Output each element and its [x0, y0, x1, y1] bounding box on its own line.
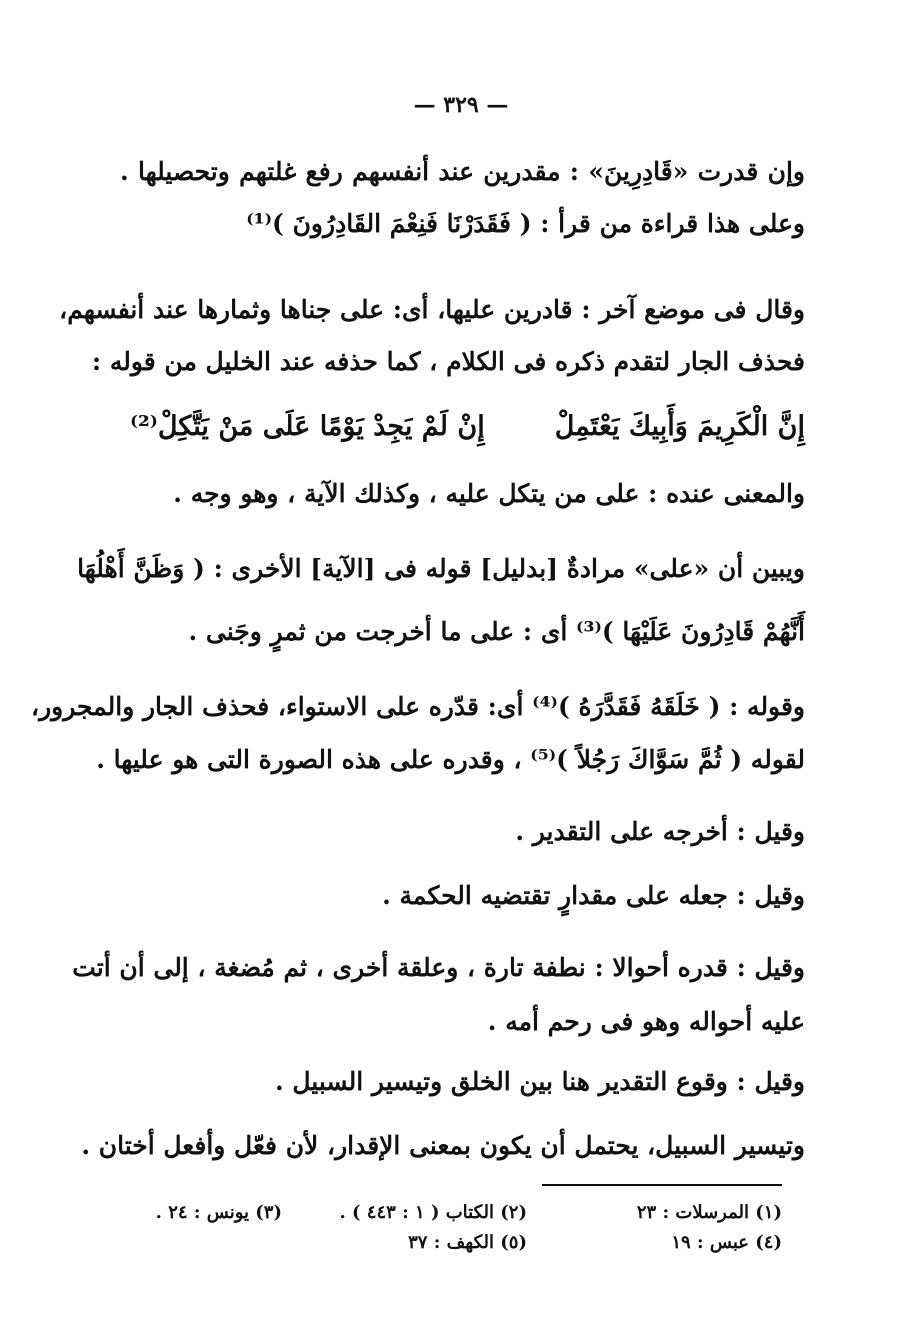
- footnote-divider: [542, 1184, 782, 1186]
- text-line-9: لقوله ( ثُمَّ سَوَّاكَ رَجُلاً )⁽⁵⁾ ، وقدره على هذه الصورة التى هو عليها .: [96, 745, 805, 774]
- text-line-7: أَنَّهُمْ قَادِرُونَ عَلَيْهَا )⁽³⁾ أى : على ما أخرجت من ثمرٍ وجَنى .: [188, 617, 805, 646]
- poetry-verse: [130, 405, 805, 449]
- text-line-10: وقيل : أخرجه على التقدير .: [515, 817, 805, 846]
- text-line-3: وقال فى موضع آخر : قادرين عليها، أى: على جناها وثمارها عند أنفسهم،: [59, 295, 805, 324]
- verse-hemistich-1: إِنَّ الْكَرِيمَ وَأَبِيكَ يَعْتَمِلْ: [554, 411, 805, 442]
- text-line-8: وقوله : ( خَلَقَهُ فَقَدَّرَهُ )⁽⁴⁾ أى: قدّره على الاستواء، فحذف الجار والمجرور،: [31, 692, 805, 721]
- text-line-5: والمعنى عنده : على من يتكل عليه ، وكذلك الآية ، وهو وجه .: [173, 479, 805, 508]
- text-line-11: وقيل : جعله على مقدارٍ تقتضيه الحكمة .: [382, 881, 805, 910]
- text-line-1: وإن قدرت «قَادِرِينَ» : مقدرين عند أنفسهم رفع غلتهم وتحصيلها .: [120, 157, 805, 186]
- footnote-1: (١) المرسلات : ٢٣: [636, 1202, 782, 1223]
- text-line-12: وقيل : قدره أحوالا : نطفة تارة ، وعلقة أخرى ، ثم مُضغة ، إلى أن أتت: [72, 953, 805, 982]
- verse-hemistich-2: إِنْ لَمْ يَجِدْ يَوْمًا عَلَى مَنْ يَتَّكِلْ⁽²⁾: [130, 411, 485, 442]
- text-line-15: وتيسير السبيل، يحتمل أن يكون بمعنى الإقدار، لأن فعّل وأفعل أختان .: [81, 1131, 805, 1160]
- text-line-2: وعلى هذا قراءة من قرأ : ( فَقَدَرْنَا فَنِعْمَ القَادِرُونَ )⁽¹⁾: [246, 209, 805, 238]
- page-number: — ٣٢٩ —: [413, 92, 509, 118]
- text-line-14: وقيل : وقوع التقدير هنا بين الخلق وتيسير السبيل .: [274, 1067, 805, 1096]
- text-line-4: فحذف الجار لتقدم ذكره فى الكلام ، كما حذفه عند الخليل من قوله :: [91, 347, 805, 376]
- footnote-4: (٤) عبس : ١٩: [671, 1232, 782, 1253]
- footnote-3: (٣) يونس : ٢٤ .: [155, 1202, 282, 1223]
- footnote-2: (٢) الكتاب ( ١ : ٤٤٣ ) .: [339, 1202, 527, 1223]
- text-line-13: عليه أحواله وهو فى رحم أمه .: [487, 1007, 805, 1036]
- footnote-5: (٥) الكهف : ٣٧: [408, 1232, 527, 1253]
- text-line-6: ويبين أن «على» مرادةٌ [بدليل] قوله فى [الآية] الأخرى : ( وَظَنَّ أَهْلُهَا: [77, 554, 805, 583]
